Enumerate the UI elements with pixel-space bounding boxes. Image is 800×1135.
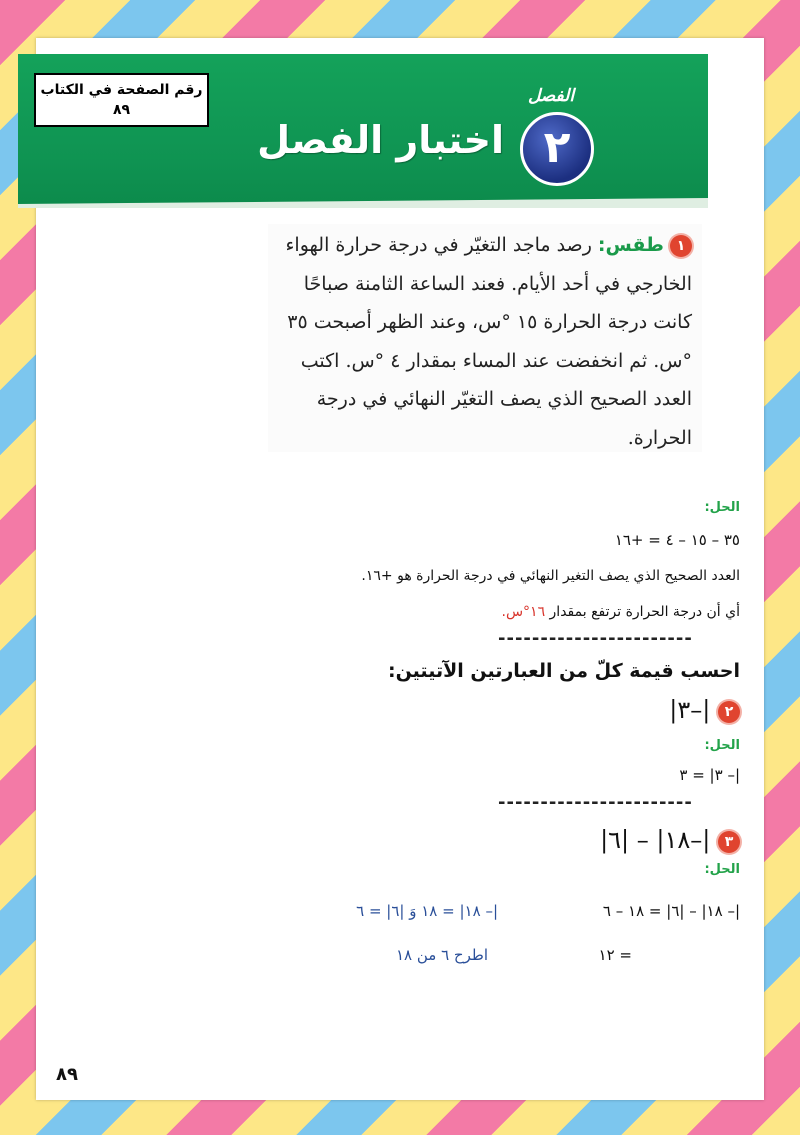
- q3-note-1: |– ١٨| = ١٨ وَ |٦| = ٦: [356, 902, 498, 920]
- problem-number-badge: ٣: [718, 831, 740, 853]
- book-page-reference: [34, 73, 209, 127]
- q2-expression: |–٣|: [669, 696, 711, 724]
- problem-1-body: رصد ماجد التغيّر في درجة حرارة الهواء الخارجي في أحد الأيام. فعند الساعة الثامنة صباحًا كانت درجة الحرارة ١٥ °س، وعند الظهر أصبحت ٣٥ °س. ثم انخفضت عند المساء بمقدار ٤ °س. اكتب العدد الصحيح الذي يصف التغيّر النهائي في درجة الحرارة.: [285, 234, 692, 449]
- separator: -----------------------: [498, 792, 693, 813]
- solution-label: الحل:: [704, 862, 740, 877]
- q3-step-1: |– ١٨| – |٦| = ١٨ – ٦: [602, 902, 740, 920]
- q1-answer-line: العدد الصحيح الذي يصف التغير النهائي في درجة الحرارة هو +١٦.: [361, 568, 740, 584]
- instruction: احسب قيمة كلّ من العبارتين الآتيتين:: [387, 660, 740, 682]
- chapter-title: اختبار الفصل: [257, 118, 504, 162]
- q1-meaning-value: ١٦°س.: [501, 604, 546, 620]
- q3-expression: |–١٨| – |٦|: [600, 826, 711, 854]
- solution-label: الحل:: [704, 500, 740, 515]
- page-ref-number: ٨٩: [112, 102, 131, 118]
- problem-keyword: طقس:: [597, 234, 664, 256]
- problem-number-badge: ٢: [718, 701, 740, 723]
- q2-row: [669, 696, 740, 724]
- page-ref-label: رقم الصفحة في الكتاب: [40, 82, 203, 98]
- q3-note-2: اطرح ٦ من ١٨: [395, 946, 488, 964]
- chapter-word: الفصل: [527, 86, 575, 106]
- chapter-number-badge: ٢: [520, 112, 594, 186]
- solution-label: الحل:: [704, 738, 740, 753]
- q1-meaning-line: [502, 604, 741, 620]
- q3-row: [600, 826, 740, 854]
- q2-solution: |– ٣| = ٣: [679, 766, 740, 784]
- page-number: ٨٩: [56, 1064, 78, 1085]
- problem-1-text: [268, 226, 692, 457]
- banner-underline: [18, 198, 708, 208]
- separator: -----------------------: [498, 628, 693, 649]
- q3-step-2: = ١٢: [598, 946, 632, 964]
- q1-equation: ٣٥ – ١٥ – ٤ = +١٦: [614, 531, 740, 549]
- q1-meaning-prefix: أي أن درجة الحرارة ترتفع بمقدار: [549, 604, 740, 620]
- problem-number-badge: ١: [670, 235, 692, 257]
